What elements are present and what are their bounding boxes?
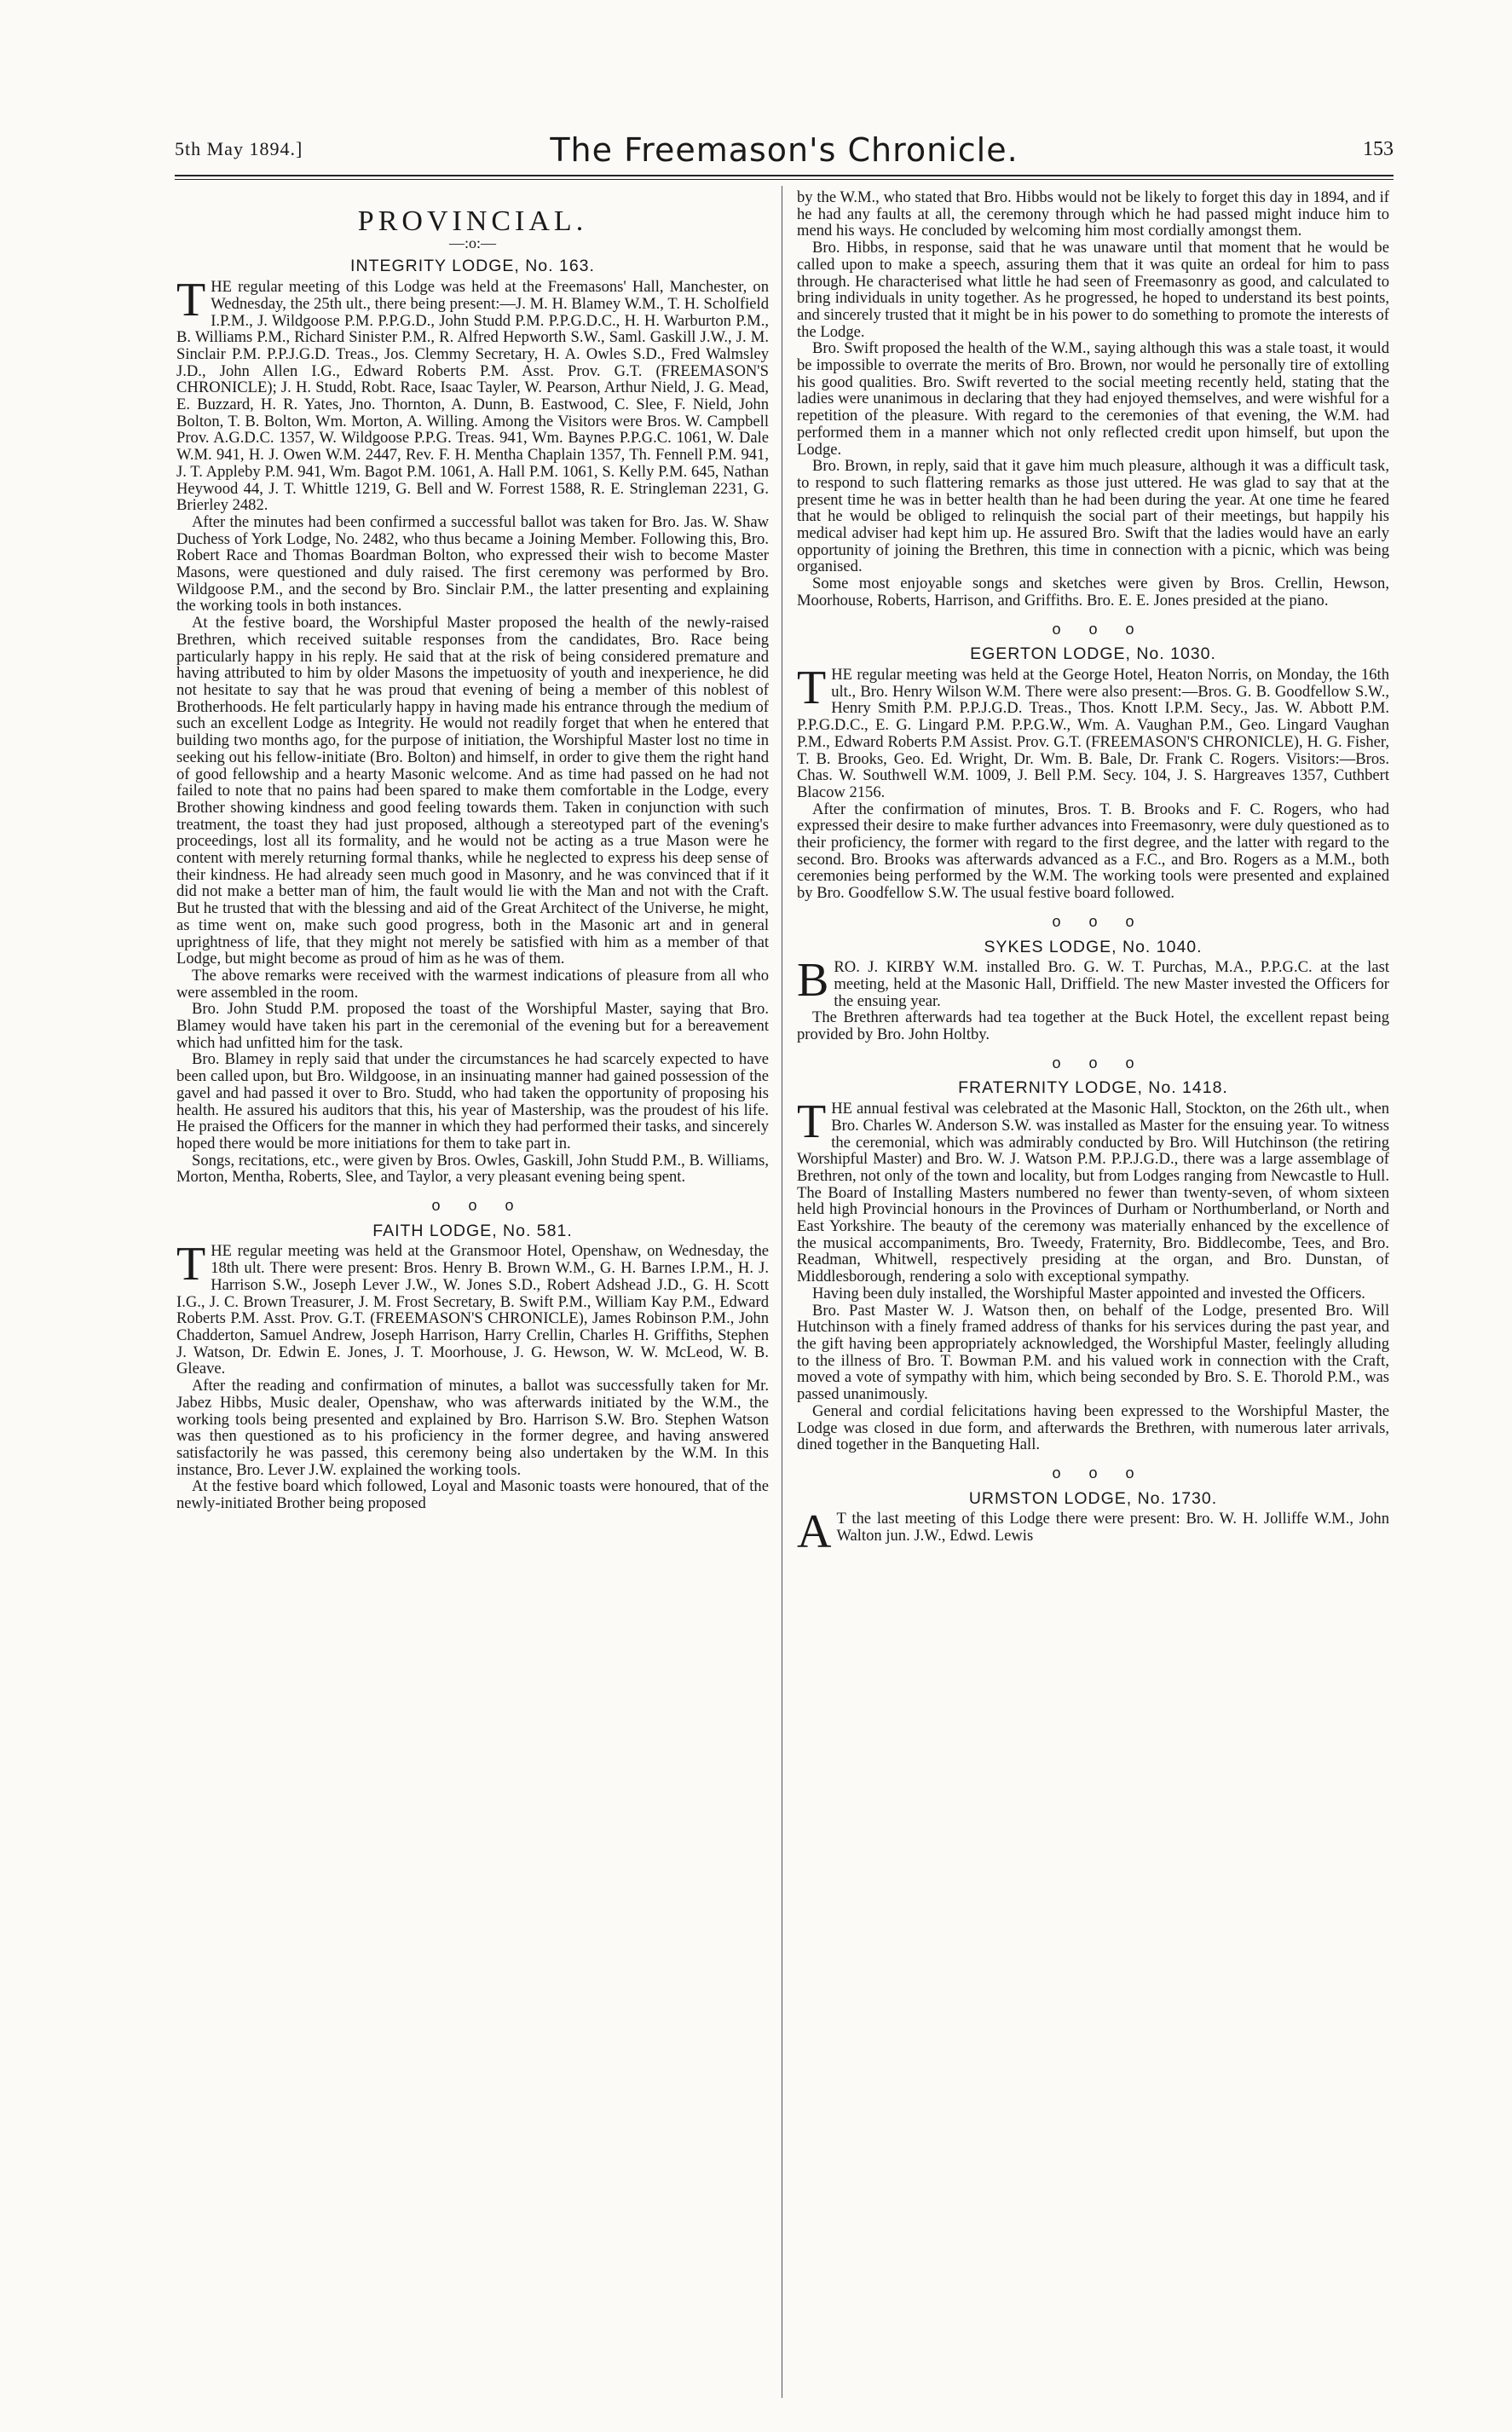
paragraph: The above remarks were received with the warmest indications of pleasure from all who were assembled in the room. [176,966,769,1002]
drop-cap: T [797,1095,827,1149]
paragraph: THE regular meeting was held at the George Hotel, Heaton Norris, on Monday, the 16th ult., Bro. Henry Wilson W.M. There were also present:—Bros. G. B. Goodfellow S.W., Henry Smith P.M. P.P.J.G.D. Treas., Thos. Knott I.P.M. Secy., Jas. W. Abbott P.M. P.P.G.D.C., E. G. Lingard P.M. P.P.G.W., Wm. A. Vaughan P.M., Geo. Lingard Vaughan P.M., Edward Roberts P.M Assist. Prov. G.T. (FREEMASON'S CHRONICLE), H. G. Fisher, T. B. Brooks, Geo. Ed. Wright, Dr. Wm. B. Bale, Dr. Frank C. Rogers. Visitors:—Bros. Chas. W. Southwell W.M. 1009, J. Bell P.M. Secy. 104, J. S. Hargreaves 1357, Cuthbert Blacow 2156. [797,661,1389,801]
paragraph: The Brethren afterwards had tea together at the Buck Hotel, the excellent repast being provided by Bro. John Holtby. [797,1008,1389,1044]
paragraph: After the minutes had been confirmed a successful ballot was taken for Bro. Jas. W. Shaw Duchess of York Lodge, No. 2482, who thus became a Joining Member. Following this, Bro. Robert Race and Thomas Boardman Bolton, who expressed their wish to become Master Masons, were questioned and duly raised. The first ceremony was performed by Bro. Wildgoose P.M., and the second by Bro. Sinclair P.M., the latter presenting and explaining the working tools in both instances. [176,512,769,615]
lodge-heading-urmston: URMSTON LODGE, No. 1730. [968,1488,1218,1508]
section-divider: o o o [431,1197,514,1215]
page-number: 153 [1363,138,1394,160]
drop-cap: T [176,274,206,327]
left-column [176,189,769,1512]
newspaper-title: The Freemason's Chronicle. [550,131,1019,169]
paragraph: General and cordial felicitations having been expressed to the Worshipful Master, the Lodge was closed in due form, and afterwards the Brethren, with numerous later arrivals, dined together in the Banqueting Hall. [797,1401,1389,1454]
paragraph: At the festive board, the Worshipful Master proposed the health of the newly-raised Brethren, which received suitable responses from the candidates, Bro. Race being particularly happy in his reply. He said that at the risk of being considered premature and having attributed to him by older Masons the impetuosity of youth and inexperience, he did not hesitate to say that he was proud that evening of being a member of this noblest of Brotherhoods. He felt particularly happy in having made his entrance through the medium of such an excellent Lodge as Integrity. He would not readily forget that when he entered that building two months ago, for the purpose of initiation, the Worshipful Master lost no time in seeking out his fellow-initiate (Bro. Bolton) and himself, in order to give them the right hand of good fellowship and a hearty Masonic welcome. And as time had passed on he had not failed to note that no pains had been spared to make them comfortable in the Lodge, every Brother showing kindness and good feeling towards them. Taken in conjunction with such treatment, the toast they had just proposed, although a stereotyped part of the evening's proceedings, lost all its formality, and he would not be acting as a true Mason were he content with merely returning formal thanks, while he neglected to express his deep sense of their kindness. He had already seen much good in Masonry, and he was convinced that if it did not make a better man of him, the fault would lie with the Man and not with the Craft. But he trusted that with the blessing and aid of the Great Architect of the Universe, he might, as time went on, make such good progress, both in the Masonic art and in general uprightness of life, that they might not merely be satisfied with him as a member of that Lodge, but might become as proud of him as he was of them. [176,614,769,968]
paragraph: At the festive board which followed, Loyal and Masonic toasts were honoured, that of the newly-initiated Brother being proposed [176,1477,769,1513]
paragraph: After the confirmation of minutes, Bros. T. B. Brooks and F. C. Rogers, who had expressed their desire to make further advances into Freemasonry, were duly questioned as to their proficiency, the former with regard to the first degree, and the latter with regard to the second. Bro. Brooks was afterwards advanced as a F.C., and Bro. Rogers as a M.M., both ceremonies being performed by the W.M. The working tools were presented and explained by Bro. Goodfellow S.W. The usual festive board followed. [797,800,1389,903]
lodge-heading-sykes: SYKES LODGE, No. 1040. [984,937,1203,956]
paragraph: Bro. Swift proposed the health of the W.M., saying although this was a stale toast, it would be impossible to overrate the merits of Bro. Brown, nor would he personally tire of extolling his good qualities. Bro. Swift reverted to the social meeting recently held, stating that the ladies were unanimous in declaring that they had enjoyed themselves, and were wishful for a repetition of the pleasure. With regard to the ceremonies of that evening, the W.M. had performed them in a manner which not only reflected credit upon himself, but upon the Lodge. [797,339,1389,459]
paragraph: Bro. Blamey in reply said that under the circumstances he had scarcely expected to have been called upon, but Bro. Wildgoose, in an insinuating manner had gained possession of the gavel and had passed it over to Bro. Studd, who had taken the opportunity of proposing his health. He assured his auditors that this, his year of Mastership, was the proudest of his life. He praised the Officers for the manner in which they had performed their tasks, and sincerely hoped there would be more initiations for them to take part in. [176,1050,769,1152]
lodge-heading-integrity: INTEGRITY LODGE, No. 163. [350,257,595,276]
paragraph: Bro. Past Master W. J. Watson then, on behalf of the Lodge, presented Bro. Will Hutchinson with a finely framed address of thanks for his services during the past year, and the gift having been appropriately acknowledged, the Worshipful Master, feelingly alluding to the illness of Bro. T. Bowman P.M. and his valued work in connection with the Craft, moved a vote of sympathy with him, which being seconded by Bro. S. E. Thorold P.M., was passed unanimously. [797,1301,1389,1404]
paragraph: Bro. Hibbs, in response, said that he was unaware until that moment that he would be called upon to make a speech, assuring them that it was quite an ordeal for him to pass through. He characterised what little he had seen of Freemasonry as good, and calculated to bring individuals in unity together. As he progressed, he hoped to understand its best points, and sincerely trusted that it might be in his power to do something to promote the interests of the Lodge. [797,239,1389,341]
masthead [175,131,1394,174]
paragraph: THE regular meeting was held at the Gransmoor Hotel, Openshaw, on Wednesday, the 18th ult. There were present: Bros. Henry B. Brown W.M., G. H. Barnes I.P.M., H. J. Harrison S.W., Joseph Lever J.W., W. Jones S.D., Robert Adshead J.D., G. H. Scott I.G., J. C. Brown Treasurer, J. M. Frost Secretary, B. Swift P.M., William Kay P.M., Edward Roberts P.M. Asst. Prov. G.T. (FREEMASON'S CHRONICLE), James Robinson P.M., John Chadderton, Samuel Andrew, Joseph Harrison, Harry Crellin, Charles H. Griffiths, Stephen J. Watson, Dr. Edwin E. Jones, J. T. Moorhouse, J. G. Hewson, W. W. McLeod, W. B. Gleave. [176,1238,769,1378]
section-divider: o o o [1052,912,1134,930]
section-divider: o o o [1052,1464,1134,1482]
section-divider: o o o [1052,1054,1134,1072]
title-separator: —:o:— [448,234,496,251]
lodge-heading-egerton: EGERTON LODGE, No. 1030. [970,644,1216,664]
drop-cap: T [797,661,827,714]
paragraph: A T the last meeting of this Lodge there were present: Bro. W. H. Jolliffe W.M., John Walton jun. J.W., Edwd. Lewis [797,1505,1389,1559]
section-divider: o o o [1052,620,1134,638]
masthead-rule-thin [175,179,1394,180]
paragraph: BRO. J. KIRBY W.M. installed Bro. G. W. T. Purchas, M.A., P.P.G.C. at the last meeting, held at the Masonic Hall, Driffield. The new Master invested the Officers for the ensuing year. [797,954,1389,1010]
paragraph: After the reading and confirmation of minutes, a ballot was successfully taken for Mr. Jabez Hibbs, Music dealer, Openshaw, who was afterwards initiated by the W.M., the working tools being presented and explained by Bro. Harrison S.W. Bro. Stephen Watson was then questioned as to his proficiency in the former degree, and having answered satisfactorily he was passed, this ceremony being also undertaken by the W.M. In this instance, Bro. Lever J.W. explained the working tools. [176,1377,769,1479]
drop-cap: A [797,1505,832,1559]
paragraph: Bro. Brown, in reply, said that it gave him much pleasure, although it was a difficult task, to respond to such flattering remarks as those just uttered. He was glad to say that at the present time he was in better health than he had been during the year. At one time he feared that he would be obliged to relinquish the social part of their meetings, but happily his medical adviser had kept him up. He assured Bro. Swift that the ladies would have an early opportunity of joining the Brethren, this time in connection with a picnic, which was being organised. [797,457,1389,576]
paragraph: Songs, recitations, etc., were given by Bros. Owles, Gaskill, John Studd P.M., B. Williams, Morton, Mentha, Roberts, Slee, and Taylor, a very pleasant evening being spent. [176,1151,769,1187]
section-title: PROVINCIAL. [357,205,588,237]
paragraph: Having been duly installed, the Worshipful Master appointed and invested the Officers. [812,1284,1365,1303]
paragraph: Some most enjoyable songs and sketches were given by Bros. Crellin, Hewson, Moorhouse, Roberts, Harrison, and Griffiths. Bro. E. E. Jones presided at the piano. [797,575,1389,609]
paragraph: Bro. John Studd P.M. proposed the toast of the Worshipful Master, saying that Bro. Blamey would have taken his part in the ceremonial of the evening but for a bereavement which had unfitted him for the task. [176,1000,769,1052]
drop-cap: T [176,1238,206,1291]
lodge-heading-faith: FAITH LODGE, No. 581. [372,1221,573,1240]
drop-cap: B [797,954,829,1008]
paragraph: THE annual festival was celebrated at the Masonic Hall, Stockton, on the 26th ult., when Bro. Charles W. Anderson S.W. was installed as Master for the ensuing year. To witness the ceremonial, which was admirably conducted by Bro. Will Hutchinson (the retiring Worshipful Master) and Bro. W. J. Watson P.M. P.P.J.G.D., there was a large assemblage of Brethren, not only of the town and locality, but from Lodges ranging from Newcastle to Hull. The Board of Installing Masters numbered no fewer than twenty-seven, of whom sixteen held high Provincial honours in the Provinces of Durham or Northumberland, or North and East Yorkshire. The beauty of the ceremony was materially enhanced by the excellence of the musical accompaniments, Bro. Tweedy, Fraternity, Bro. Biddlecombe, Tees, and Bro. Readman, Whitwell, respectively presiding at the organ, and Bro. Dunstan, of Middlesborough, rendering a solo with exceptional sympathy. [797,1095,1389,1286]
right-column [797,188,1389,1559]
paragraph: THE regular meeting of this Lodge was held at the Freemasons' Hall, Manchester, on Wednesday, the 25th ult., there being present:—J. M. H. Blamey W.M., T. H. Scholfield I.P.M., J. Wildgoose P.M. P.P.G.D., John Studd P.M. P.P.G.D.C., H. H. Warburton P.M., B. Williams P.M., Richard Sinister P.M., R. Alfred Hepworth S.W., Saml. Gaskill J.W., J. M. Sinclair P.M. P.P.J.G.D. Treas., Jos. Clemmy Secretary, H. A. Owles S.D., Fred Walmsley J.D., John Allen I.G., Edward Roberts P.M. Asst. Prov. G.T. (FREEMASON'S CHRONICLE); J. H. Studd, Robt. Race, Isaac Tayler, W. Pearson, Arthur Nield, J. G. Mead, E. Buzzard, H. R. Yates, Jno. Thornton, A. Dunn, B. Eastwood, C. Slee, F. Nield, John Bolton, T. B. Bolton, Wm. Morton, A. Willing. Among the Visitors were Bros. W. Campbell Prov. A.G.D.C. 1357, W. Wildgoose P.P.G. Treas. 941, Wm. Baynes P.P.G.C. 1061, W. Dale W.M. 941, H. J. Owen W.M. 2447, Rev. F. H. Mentha Chaplain 1357, Th. Fennell P.M. 941, J. T. Appleby P.M. 941, Wm. Bagot P.M. 1061, A. Hall P.M. 1061, S. Kelly P.M. 645, Nathan Heywood 44, J. T. Whittle 1219, G. Bell and W. Forrest 1588, R. E. Stringleman 2231, G. Brierley 2482. [176,274,769,515]
lodge-heading-fraternity: FRATERNITY LODGE, No. 1418. [958,1078,1228,1098]
masthead-rule [175,175,1394,176]
issue-date: 5th May 1894.] [175,138,303,159]
paragraph: by the W.M., who stated that Bro. Hibbs would not be likely to forget this day in 1894, and if he had any faults at all, the ceremony through which he had passed might induce him to mend his ways. He concluded by welcoming him most cordially amongst them. [797,188,1389,240]
